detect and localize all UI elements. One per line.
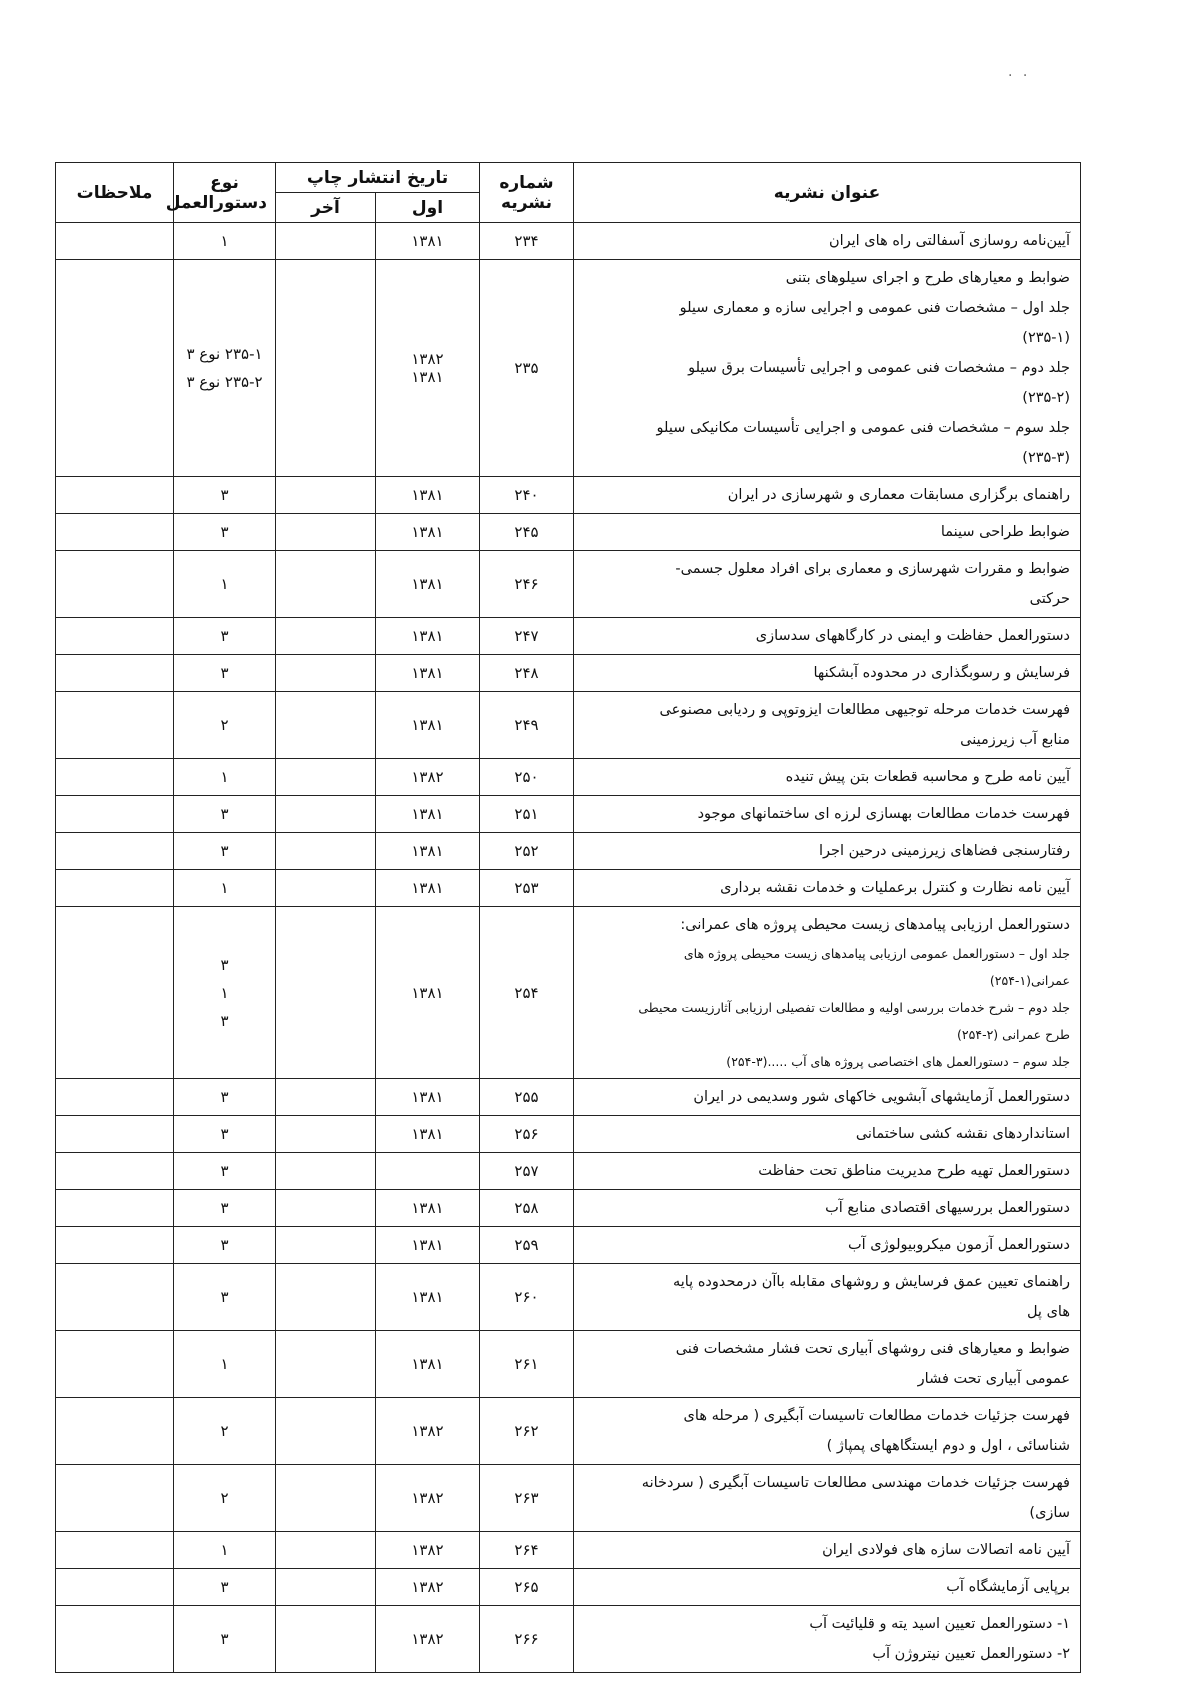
first-print-year: ۱۳۸۱ [376,907,480,1079]
instruction-type [174,796,276,833]
table-row [56,551,1081,618]
type-value: ۱ [220,575,229,593]
type-value: ۳ [220,1578,229,1596]
publication-number: ۲۴۹ [480,692,574,759]
first-print-year [376,1153,480,1190]
publication-number: ۲۴۰ [480,477,574,514]
notes-cell [56,655,174,692]
type-value: ۱ [220,1541,229,1559]
title-line: شناسائی ، اول و دوم ایستگاههای پمپاژ ) [826,1438,1070,1454]
last-print-year [276,833,376,870]
table-row [56,907,1081,1079]
notes-cell [56,1190,174,1227]
publication-number: ۲۶۴ [480,1532,574,1569]
title-line: ضوابط طراحی سینما [940,524,1070,540]
publication-number: ۲۵۵ [480,1079,574,1116]
type-value: ۲۳۵-۲ نوع ۳ [186,373,263,391]
first-print-year: ۱۳۸۱ [376,223,480,260]
title-line: آیین‌نامه روسازی آسفالتی راه های ایران [828,233,1070,249]
table-row [56,618,1081,655]
publication-number: ۲۶۶ [480,1606,574,1673]
table-row [56,1606,1081,1673]
title-line: (۲۳۵-۱) [1022,330,1070,346]
table-row [56,833,1081,870]
notes-cell [56,1079,174,1116]
title-line: استانداردهای نقشه کشی ساختمانی [855,1126,1070,1142]
first-print-year: ۱۳۸۱ [376,1190,480,1227]
title-line: جلد اول – دستورالعمل عمومی ارزیابی پیامدهای زیست محیطی پروژه های [683,946,1070,961]
publication-title [574,618,1081,655]
type-value: ۳ [220,1630,229,1648]
title-line: دستورالعمل حفاظت و ایمنی در کارگاههای سدسازی [755,628,1070,644]
notes-cell [56,1532,174,1569]
first-print-year: ۱۳۸۱ [376,692,480,759]
publication-title [574,796,1081,833]
publication-title [574,223,1081,260]
corner-mark: · · [1008,68,1031,84]
type-value: ۳ [220,1162,229,1180]
instruction-type [174,1606,276,1673]
title-line: ۲- دستورالعمل تعیین نیتروژن آب [872,1646,1070,1662]
publication-number: ۲۵۷ [480,1153,574,1190]
type-value: ۳ [220,842,229,860]
last-print-year [276,1227,376,1264]
publication-number: ۲۵۳ [480,870,574,907]
first-print-year: ۱۳۸۱ [376,655,480,692]
publication-number: ۲۵۲ [480,833,574,870]
publication-title [574,1465,1081,1532]
notes-cell [56,692,174,759]
title-line: جلد سوم – دستورالعمل های اختصاصی پروژه های آب .....(۳-۲۵۴) [726,1054,1070,1069]
first-print-year: ۱۳۸۱ [376,514,480,551]
table-row [56,1079,1081,1116]
publication-title [574,655,1081,692]
instruction-type [174,655,276,692]
notes-cell [56,223,174,260]
publication-number: ۲۳۴ [480,223,574,260]
publication-title [574,1116,1081,1153]
type-value: ۳ [220,627,229,645]
instruction-type [174,1465,276,1532]
title-line: راهنمای برگزاری مسابقات معماری و شهرسازی در ایران [727,487,1070,503]
title-line: دستورالعمل ارزیابی پیامدهای زیست محیطی پروژه های عمرانی: [680,917,1070,933]
table-row [56,796,1081,833]
last-print-year [276,907,376,1079]
publication-title [574,1227,1081,1264]
publication-number: ۲۴۵ [480,514,574,551]
first-print-year: ۱۳۸۱ [376,1116,480,1153]
first-print-year: ۱۳۸۲ [376,1569,480,1606]
last-print-year [276,655,376,692]
last-print-year [276,1532,376,1569]
title-line: فهرست جزئیات خدمات مهندسی مطالعات تاسیسات آبگیری ( سردخانه [641,1475,1070,1491]
notes-cell [56,1227,174,1264]
publication-title [574,477,1081,514]
title-line: دستورالعمل تهیه طرح مدیریت مناطق تحت حفاظت [758,1163,1070,1179]
type-value: ۲ [220,1489,229,1507]
last-print-year [276,1465,376,1532]
title-line: دستورالعمل بررسیهای اقتصادی منابع آب [825,1200,1070,1216]
table-row [56,1532,1081,1569]
table-row [56,1190,1081,1227]
table-row [56,1227,1081,1264]
type-value: ۲۳۵-۱ نوع ۳ [186,345,263,363]
table-row [56,1116,1081,1153]
first-print-year: ۱۳۸۲ [376,1398,480,1465]
last-print-year [276,477,376,514]
notes-cell [56,833,174,870]
first-print-year: ۱۳۸۱ [376,551,480,618]
publication-title [574,833,1081,870]
publication-title [574,1079,1081,1116]
publication-title [574,1190,1081,1227]
first-print-year: ۱۳۸۱ [376,1079,480,1116]
first-print-year: ۱۳۸۱ [376,477,480,514]
title-line: دستورالعمل آزمون میکروبیولوژی آب [847,1237,1070,1253]
title-line: سازی) [1029,1505,1070,1521]
notes-cell [56,1569,174,1606]
title-line: منابع آب زیرزمینی [960,732,1070,748]
last-print-year [276,1398,376,1465]
notes-cell [56,1331,174,1398]
title-line: فهرست جزئیات خدمات مطالعات تاسیسات آبگیری ( مرحله های [683,1408,1070,1424]
last-print-year [276,1606,376,1673]
publication-number: ۲۵۸ [480,1190,574,1227]
publication-number: ۲۴۸ [480,655,574,692]
type-value: ۳ [220,1088,229,1106]
type-value: ۳ [220,1199,229,1217]
publication-title [574,692,1081,759]
notes-cell [56,796,174,833]
first-print-year: ۱۳۸۲ [376,759,480,796]
notes-cell [56,618,174,655]
table-row [56,1569,1081,1606]
last-print-year [276,692,376,759]
instruction-type [174,1532,276,1569]
instruction-type [174,1398,276,1465]
table-body [56,223,1081,1673]
title-line: های پل [1026,1304,1070,1320]
publications-table [55,162,1081,1673]
publication-number: ۲۶۱ [480,1331,574,1398]
instruction-type [174,551,276,618]
title-line: فهرست خدمات مطالعات بهسازی لرزه ای ساختمانهای موجود [697,806,1070,822]
table-row [56,655,1081,692]
first-print-year: ۱۳۸۱ [376,1227,480,1264]
type-value: ۱ [220,983,229,1002]
instruction-type [174,1227,276,1264]
instruction-type [174,260,276,477]
instruction-type [174,477,276,514]
header-title: عنوان نشریه [574,163,1081,223]
first-print-year: ۱۳۸۲ [376,1532,480,1569]
table-row [56,1153,1081,1190]
instruction-type [174,692,276,759]
notes-cell [56,907,174,1079]
publication-number: ۲۴۶ [480,551,574,618]
instruction-type [174,223,276,260]
title-line: آیین نامه طرح و محاسبه قطعات بتن پیش تنیده [785,769,1070,785]
type-value: ۱ [220,879,229,897]
last-print-year [276,514,376,551]
notes-cell [56,1153,174,1190]
last-print-year [276,1190,376,1227]
publication-number: ۲۶۳ [480,1465,574,1532]
publication-number: ۲۵۹ [480,1227,574,1264]
table-row [56,1465,1081,1532]
publication-title [574,759,1081,796]
instruction-type [174,1116,276,1153]
publication-number: ۲۶۰ [480,1264,574,1331]
instruction-type [174,1264,276,1331]
last-print-year [276,223,376,260]
last-print-year [276,1331,376,1398]
type-value: ۲ [220,1422,229,1440]
title-line: عمرانی(۱-۲۵۴) [989,973,1070,988]
table-row [56,870,1081,907]
publication-number: ۲۶۲ [480,1398,574,1465]
title-line: ضوابط و مقررات شهرسازی و معماری برای افراد معلول جسمی- [675,561,1070,577]
first-print-year: ۱۳۸۲ ۱۳۸۱ [376,260,480,477]
publication-title [574,551,1081,618]
type-value: ۱ [220,768,229,786]
type-value: ۳ [220,523,229,541]
title-line: جلد دوم – شرح خدمات بررسی اولیه و مطالعات تفصیلی ارزیابی آثارزیست محیطی [638,1000,1070,1015]
first-print-year: ۱۳۸۱ [376,796,480,833]
title-line: آیین نامه اتصالات سازه های فولادی ایران [822,1542,1070,1558]
header-notes: ملاحظات [56,163,174,223]
notes-cell [56,260,174,477]
notes-cell [56,514,174,551]
publication-title [574,907,1081,1079]
table-row [56,477,1081,514]
notes-cell [56,759,174,796]
header-type: نوع دستورالعمل [174,163,276,223]
last-print-year [276,260,376,477]
table-row [56,1331,1081,1398]
first-print-year: ۱۳۸۱ [376,870,480,907]
instruction-type [174,514,276,551]
last-print-year [276,1116,376,1153]
title-line: ۱- دستورالعمل تعیین اسید یته و قلیائیت آب [809,1616,1070,1632]
instruction-type [174,759,276,796]
first-print-year: ۱۳۸۱ [376,1264,480,1331]
first-print-year: ۱۳۸۲ [376,1465,480,1532]
publication-number: ۲۴۷ [480,618,574,655]
title-line: فهرست خدمات مرحله توجیهی مطالعات ایزوتوپی و ردیابی مصنوعی [659,702,1070,718]
publication-number: ۲۵۰ [480,759,574,796]
table-row [56,692,1081,759]
table-row [56,514,1081,551]
title-line: دستورالعمل آزمایشهای آبشویی خاکهای شور وسدیمی در ایران [693,1089,1070,1105]
type-value: ۳ [220,805,229,823]
type-value: ۳ [220,1125,229,1143]
title-line: (۲۳۵-۲) [1022,390,1070,406]
instruction-type [174,870,276,907]
instruction-type [174,618,276,655]
title-line: فرسایش و رسوبگذاری در محدوده آبشکنها [813,665,1070,681]
table-row [56,759,1081,796]
last-print-year [276,618,376,655]
type-value: ۱ [220,1355,229,1373]
title-line: طرح عمرانی (۲-۲۵۴) [957,1027,1070,1042]
publication-title [574,514,1081,551]
type-value: ۳ [220,664,229,682]
header-number: شماره نشریه [480,163,574,223]
header-last: آخر [276,193,376,223]
notes-cell [56,870,174,907]
publication-number: ۲۳۵ [480,260,574,477]
title-line: جلد سوم – مشخصات فنی عمومی و اجرایی تأسیسات مکانیکی سیلو [656,420,1070,436]
type-value: ۱ [220,232,229,250]
publication-title [574,1606,1081,1673]
publication-title [574,1264,1081,1331]
publication-title [574,1569,1081,1606]
type-value: ۳ [220,1288,229,1306]
title-line: راهنمای تعیین عمق فرسایش و روشهای مقابله باآن درمحدوده پایه [672,1274,1070,1290]
instruction-type [174,833,276,870]
last-print-year [276,796,376,833]
title-line: جلد اول – مشخصات فنی عمومی و اجرایی سازه و معماری سیلو [679,300,1070,316]
publication-title [574,260,1081,477]
type-value: ۲ [220,716,229,734]
type-value: ۳ [220,1011,229,1030]
first-print-year: ۱۳۸۲ [376,1606,480,1673]
type-value: ۳ [220,1236,229,1254]
table-row [56,1398,1081,1465]
publication-number: ۲۵۶ [480,1116,574,1153]
publication-title [574,870,1081,907]
title-line: حرکتی [1029,591,1070,607]
title-line: ضوابط و معیارهای فنی روشهای آبیاری تحت فشار مشخصات فنی [675,1341,1070,1357]
instruction-type [174,907,276,1079]
last-print-year [276,870,376,907]
publication-number: ۲۵۱ [480,796,574,833]
notes-cell [56,1606,174,1673]
type-value: ۳ [220,486,229,504]
notes-cell [56,1398,174,1465]
table-row [56,260,1081,477]
title-line: عمومی آبیاری تحت فشار [917,1371,1070,1387]
instruction-type [174,1079,276,1116]
last-print-year [276,1569,376,1606]
table-row [56,1264,1081,1331]
title-line: رفتارسنجی فضاهای زیرزمینی درحین اجرا [819,843,1070,859]
header-pubdate: تاریخ انتشار چاپ [276,163,480,193]
header-first: اول [376,193,480,223]
last-print-year [276,551,376,618]
publication-title [574,1153,1081,1190]
notes-cell [56,477,174,514]
publication-number: ۲۵۴ [480,907,574,1079]
last-print-year [276,759,376,796]
publication-number: ۲۶۵ [480,1569,574,1606]
instruction-type [174,1569,276,1606]
notes-cell [56,1116,174,1153]
instruction-type [174,1153,276,1190]
table-row [56,223,1081,260]
title-line: (۲۳۵-۳) [1022,450,1070,466]
last-print-year [276,1079,376,1116]
first-print-year: ۱۳۸۱ [376,618,480,655]
first-print-year: ۱۳۸۱ [376,833,480,870]
last-print-year [276,1264,376,1331]
publication-title [574,1398,1081,1465]
first-print-year: ۱۳۸۱ [376,1331,480,1398]
title-line: آیین نامه نظارت و کنترل برعملیات و خدمات نقشه برداری [720,880,1070,896]
publication-title [574,1532,1081,1569]
title-line: ضوابط و معیارهای طرح و اجرای سیلوهای بتنی [785,270,1070,286]
title-line: برپایی آزمایشگاه آب [946,1579,1070,1595]
notes-cell [56,551,174,618]
instruction-type [174,1190,276,1227]
title-line: جلد دوم – مشخصات فنی عمومی و اجرایی تأسیسات برق سیلو [688,360,1070,376]
notes-cell [56,1465,174,1532]
instruction-type [174,1331,276,1398]
last-print-year [276,1153,376,1190]
type-value: ۳ [220,955,229,974]
notes-cell [56,1264,174,1331]
publication-title [574,1331,1081,1398]
